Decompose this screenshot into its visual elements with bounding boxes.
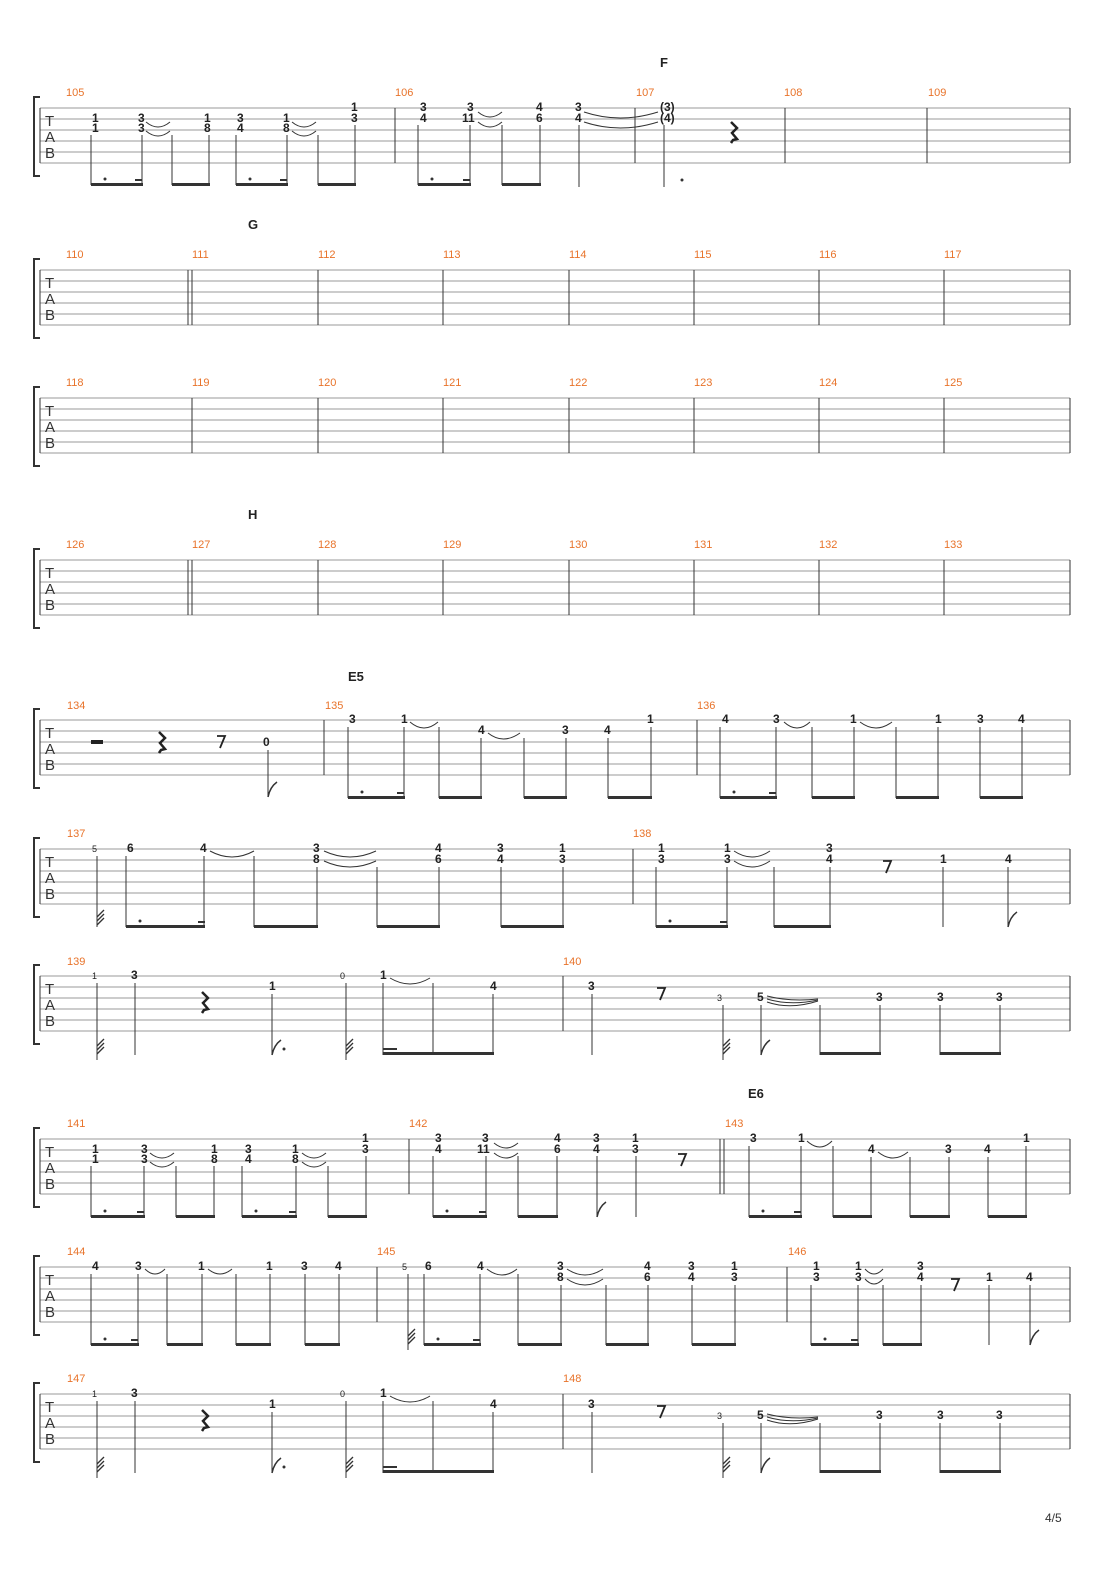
fret-number: 8 <box>283 121 290 135</box>
measure-145-notes <box>425 1259 738 1284</box>
fret-number: 1 <box>266 1259 273 1273</box>
measure-number: 148 <box>563 1373 582 1385</box>
measure-number: 147 <box>67 1373 86 1385</box>
section-marker: E5 <box>348 669 364 684</box>
measure-136-notes <box>722 712 1025 726</box>
quarter-rest-icon <box>731 122 737 143</box>
tab-clef-a: A <box>45 1288 56 1305</box>
fret-number: 3 <box>588 979 595 993</box>
fret-number: 5 <box>757 1408 764 1422</box>
measure-135-notes <box>349 712 654 737</box>
tab-clef-b: B <box>45 1013 56 1030</box>
measure-number: 129 <box>443 539 462 551</box>
fret-number: 3 <box>996 990 1003 1004</box>
fret-number: 3 <box>497 841 504 855</box>
fret-number: 1 <box>92 1142 99 1156</box>
fret-number: 3 <box>688 1259 695 1273</box>
tab-clef-b: B <box>45 1304 56 1321</box>
fret-number: 3 <box>135 1259 142 1273</box>
fret-number: 5 <box>757 990 764 1004</box>
tab-clef-a: A <box>45 870 56 887</box>
fret-number: 3 <box>138 111 145 125</box>
fret-number: 1 <box>211 1142 218 1156</box>
fret-number: (3) <box>660 100 675 114</box>
fret-number: 3 <box>131 1386 138 1400</box>
measure-number: 106 <box>395 87 414 99</box>
section-marker: G <box>248 217 259 232</box>
fret-number: 1 <box>92 971 98 981</box>
fret-number: 3 <box>301 1259 308 1273</box>
fret-number: 8 <box>292 1152 299 1166</box>
fret-number: 0 <box>263 735 270 749</box>
tab-clef-b: B <box>45 597 56 614</box>
fret-number: 3 <box>937 1408 944 1422</box>
system-3 <box>34 377 1070 466</box>
fret-number: 8 <box>211 1152 218 1166</box>
fret-number: 11 <box>477 1142 490 1156</box>
fret-number: 4 <box>200 841 207 855</box>
measure-143-notes <box>750 1131 1030 1156</box>
system-8 <box>34 1086 1070 1218</box>
tab-clef-a: A <box>45 1415 56 1432</box>
fret-number: 1 <box>92 1152 99 1166</box>
fret-number: 3 <box>138 121 145 135</box>
measure-138-notes <box>658 841 1012 866</box>
measure-number: 117 <box>944 249 962 261</box>
tab-clef-a: A <box>45 581 56 598</box>
fret-number: 1 <box>731 1259 738 1273</box>
tab-clef-t: T <box>45 113 55 130</box>
fret-number: 3 <box>876 1408 883 1422</box>
measure-number: 127 <box>192 539 211 551</box>
system-2 <box>34 217 1070 338</box>
system-4 <box>34 507 1070 628</box>
tab-clef-b: B <box>45 757 56 774</box>
fret-number: 4 <box>435 841 442 855</box>
tab-clef-b: B <box>45 145 56 162</box>
tab-clef-t: T <box>45 854 55 871</box>
fret-number: 3 <box>313 841 320 855</box>
fret-number: 8 <box>313 852 320 866</box>
fret-number: 4 <box>722 712 729 726</box>
fret-number: 4 <box>688 1270 695 1284</box>
fret-number: 4 <box>604 723 611 737</box>
tab-clef-a: A <box>45 741 56 758</box>
fret-number: 1 <box>269 979 276 993</box>
fret-number: 3 <box>435 1131 442 1145</box>
fret-number: 4 <box>490 1397 497 1411</box>
fret-number: 0 <box>340 971 346 981</box>
measure-number: 124 <box>819 377 838 389</box>
system-bracket <box>34 1128 40 1207</box>
fret-number: 3 <box>557 1259 564 1273</box>
fret-number: 3 <box>420 100 427 114</box>
tab-clef-t: T <box>45 565 55 582</box>
fret-number: 3 <box>575 100 582 114</box>
fret-number: 3 <box>917 1259 924 1273</box>
tab-clef-b: B <box>45 435 56 452</box>
measure-number: 107 <box>636 87 655 99</box>
fret-number: 4 <box>497 852 504 866</box>
fret-number: 1 <box>647 712 654 726</box>
fret-number: 3 <box>658 852 665 866</box>
section-marker: E6 <box>748 1086 764 1101</box>
fret-number: 4 <box>593 1142 600 1156</box>
tab-clef-b: B <box>45 307 56 324</box>
tab-clef-t: T <box>45 1144 55 1161</box>
system-bracket <box>34 97 40 176</box>
fret-number: (4) <box>660 111 675 125</box>
fret-number: 3 <box>717 993 723 1003</box>
fret-number: 3 <box>876 990 883 1004</box>
measure-number: 111 <box>192 249 209 261</box>
fret-number: 4 <box>1018 712 1025 726</box>
measure-144-notes <box>92 1259 342 1273</box>
fret-number: 4 <box>536 100 543 114</box>
fret-number: 4 <box>1005 852 1012 866</box>
measure-number: 116 <box>819 249 837 261</box>
fret-number: 4 <box>1026 1270 1033 1284</box>
system-6 <box>34 828 1070 928</box>
measure-number: 119 <box>192 377 210 389</box>
system-bracket <box>34 709 40 788</box>
fret-number: 1 <box>855 1259 862 1273</box>
fret-number: 3 <box>237 111 244 125</box>
fret-number: 3 <box>855 1270 862 1284</box>
fret-number: 3 <box>632 1142 639 1156</box>
measure-number: 142 <box>409 1118 428 1130</box>
measure-number: 146 <box>788 1246 807 1258</box>
tab-clef-a: A <box>45 129 56 146</box>
fret-number: 1 <box>935 712 942 726</box>
measure-142-notes <box>435 1131 639 1156</box>
fret-number: 1 <box>401 712 408 726</box>
fret-number: 1 <box>380 968 387 982</box>
measure-number: 105 <box>66 87 85 99</box>
fret-number: 4 <box>420 111 427 125</box>
fret-number: 1 <box>92 111 99 125</box>
measure-number: 109 <box>928 87 947 99</box>
page-number: 4/5 <box>1045 1511 1062 1525</box>
fret-number: 1 <box>283 111 290 125</box>
measure-number: 131 <box>694 539 713 551</box>
system-1 <box>34 55 1070 187</box>
fret-number: 3 <box>141 1152 148 1166</box>
fret-number: 1 <box>850 712 857 726</box>
tab-clef-b: B <box>45 1431 56 1448</box>
measure-number: 144 <box>67 1246 86 1258</box>
fret-number: 1 <box>940 852 947 866</box>
measure-number: 140 <box>563 956 582 968</box>
fret-number: 3 <box>937 990 944 1004</box>
fret-number: 3 <box>559 852 566 866</box>
fret-number: 8 <box>557 1270 564 1284</box>
system-bracket <box>34 1383 40 1462</box>
measure-number: 135 <box>325 700 344 712</box>
system-bracket <box>34 1256 40 1335</box>
measure-number: 145 <box>377 1246 396 1258</box>
fret-number: 1 <box>269 1397 276 1411</box>
measure-number: 126 <box>66 539 85 551</box>
measure-number: 125 <box>944 377 963 389</box>
fret-number: 1 <box>813 1259 820 1273</box>
fret-number: 3 <box>773 712 780 726</box>
measure-number: 110 <box>66 249 84 261</box>
fret-number: 1 <box>362 1131 369 1145</box>
measure-number: 133 <box>944 539 963 551</box>
fret-number: 1 <box>986 1270 993 1284</box>
measure-number: 141 <box>67 1118 86 1130</box>
tab-clef-t: T <box>45 725 55 742</box>
tab-clef-a: A <box>45 1160 56 1177</box>
half-rest-icon <box>91 740 103 744</box>
section-marker: F <box>660 55 668 70</box>
measure-number: 136 <box>697 700 716 712</box>
quarter-rest-icon <box>202 1410 208 1431</box>
measure-number: 123 <box>694 377 713 389</box>
fret-number: 1 <box>658 841 665 855</box>
tab-clef-t: T <box>45 981 55 998</box>
eighth-rest-icon <box>678 1154 686 1166</box>
system-5 <box>34 669 1070 799</box>
measure-number: 137 <box>67 828 86 840</box>
grace-note: 5 <box>92 844 98 854</box>
fret-number: 4 <box>917 1270 924 1284</box>
fret-number: 6 <box>127 841 134 855</box>
fret-number: 4 <box>490 979 497 993</box>
measure-107-notes <box>660 100 675 125</box>
system-10 <box>34 1373 1070 1478</box>
tab-clef-t: T <box>45 1272 55 1289</box>
measure-number: 113 <box>443 249 461 261</box>
measure-number: 120 <box>318 377 337 389</box>
measure-number: 139 <box>67 956 86 968</box>
system-7 <box>34 956 1070 1060</box>
measure-number: 114 <box>569 249 587 261</box>
fret-number: 3 <box>351 111 358 125</box>
grace-note: 5 <box>402 1262 408 1272</box>
system-bracket <box>34 965 40 1044</box>
fret-number: 1 <box>724 841 731 855</box>
fret-number: 3 <box>826 841 833 855</box>
tab-clef-a: A <box>45 419 56 436</box>
fret-number: 4 <box>984 1142 991 1156</box>
measure-146-notes <box>813 1259 1033 1284</box>
fret-number: 4 <box>868 1142 875 1156</box>
fret-number: 3 <box>724 852 731 866</box>
fret-number: 3 <box>996 1408 1003 1422</box>
system-bracket <box>34 549 40 628</box>
fret-number: 4 <box>478 723 485 737</box>
measure-number: 122 <box>569 377 588 389</box>
fret-number: 1 <box>632 1131 639 1145</box>
fret-number: 1 <box>1023 1131 1030 1145</box>
fret-number: 1 <box>204 111 211 125</box>
fret-number: 6 <box>536 111 543 125</box>
fret-number: 3 <box>593 1131 600 1145</box>
fret-number: 6 <box>644 1270 651 1284</box>
tab-clef-t: T <box>45 275 55 292</box>
fret-number: 3 <box>717 1411 723 1421</box>
fret-number: 6 <box>554 1142 561 1156</box>
fret-number: 3 <box>731 1270 738 1284</box>
fret-number: 3 <box>482 1131 489 1145</box>
measure-number: 130 <box>569 539 588 551</box>
quarter-rest-icon <box>202 992 208 1013</box>
fret-number: 3 <box>467 100 474 114</box>
fret-number: 4 <box>575 111 582 125</box>
fret-number: 4 <box>477 1259 484 1273</box>
fret-number: 1 <box>351 100 358 114</box>
measure-number: 143 <box>725 1118 744 1130</box>
measure-number: 115 <box>694 249 712 261</box>
tab-clef-a: A <box>45 291 56 308</box>
measure-number: 128 <box>318 539 337 551</box>
measure-number: 134 <box>67 700 86 712</box>
fret-number: 3 <box>131 968 138 982</box>
fret-number: 4 <box>335 1259 342 1273</box>
fret-number: 8 <box>204 121 211 135</box>
fret-number: 3 <box>562 723 569 737</box>
fret-number: 1 <box>292 1142 299 1156</box>
tab-clef-b: B <box>45 1176 56 1193</box>
measure-number: 132 <box>819 539 838 551</box>
tab-clef-a: A <box>45 997 56 1014</box>
fret-number: 3 <box>977 712 984 726</box>
fret-number: 1 <box>798 1131 805 1145</box>
fret-number: 4 <box>237 121 244 135</box>
fret-number: 6 <box>435 852 442 866</box>
fret-number: 4 <box>92 1259 99 1273</box>
fret-number: 4 <box>554 1131 561 1145</box>
fret-number: 3 <box>945 1142 952 1156</box>
measure-137-notes <box>127 841 566 866</box>
fret-number: 1 <box>380 1386 387 1400</box>
fret-number: 4 <box>435 1142 442 1156</box>
fret-number: 0 <box>340 1389 346 1399</box>
fret-number: 3 <box>349 712 356 726</box>
system-9 <box>34 1246 1070 1350</box>
system-bracket <box>34 387 40 466</box>
measure-number: 108 <box>784 87 803 99</box>
fret-number: 4 <box>826 852 833 866</box>
measure-105-stems <box>91 122 355 185</box>
measure-number: 138 <box>633 828 652 840</box>
tab-clef-t: T <box>45 1399 55 1416</box>
fret-number: 3 <box>813 1270 820 1284</box>
fret-number: 3 <box>750 1131 757 1145</box>
fret-number: 1 <box>198 1259 205 1273</box>
fret-number: 3 <box>362 1142 369 1156</box>
tab-clef-b: B <box>45 886 56 903</box>
fret-number: 4 <box>245 1152 252 1166</box>
fret-number: 3 <box>141 1142 148 1156</box>
fret-number: 1 <box>92 121 99 135</box>
measure-number: 112 <box>318 249 336 261</box>
fret-number: 6 <box>425 1259 432 1273</box>
fret-number: 1 <box>92 1389 98 1399</box>
section-marker: H <box>248 507 258 522</box>
fret-number: 4 <box>644 1259 651 1273</box>
fret-number: 3 <box>245 1142 252 1156</box>
tab-clef-t: T <box>45 403 55 420</box>
fret-number: 3 <box>588 1397 595 1411</box>
system-bracket <box>34 838 40 917</box>
measure-number: 121 <box>443 377 462 389</box>
fret-number: 11 <box>462 111 475 125</box>
fret-number: 1 <box>559 841 566 855</box>
measure-number: 118 <box>66 377 84 389</box>
system-bracket <box>34 259 40 338</box>
